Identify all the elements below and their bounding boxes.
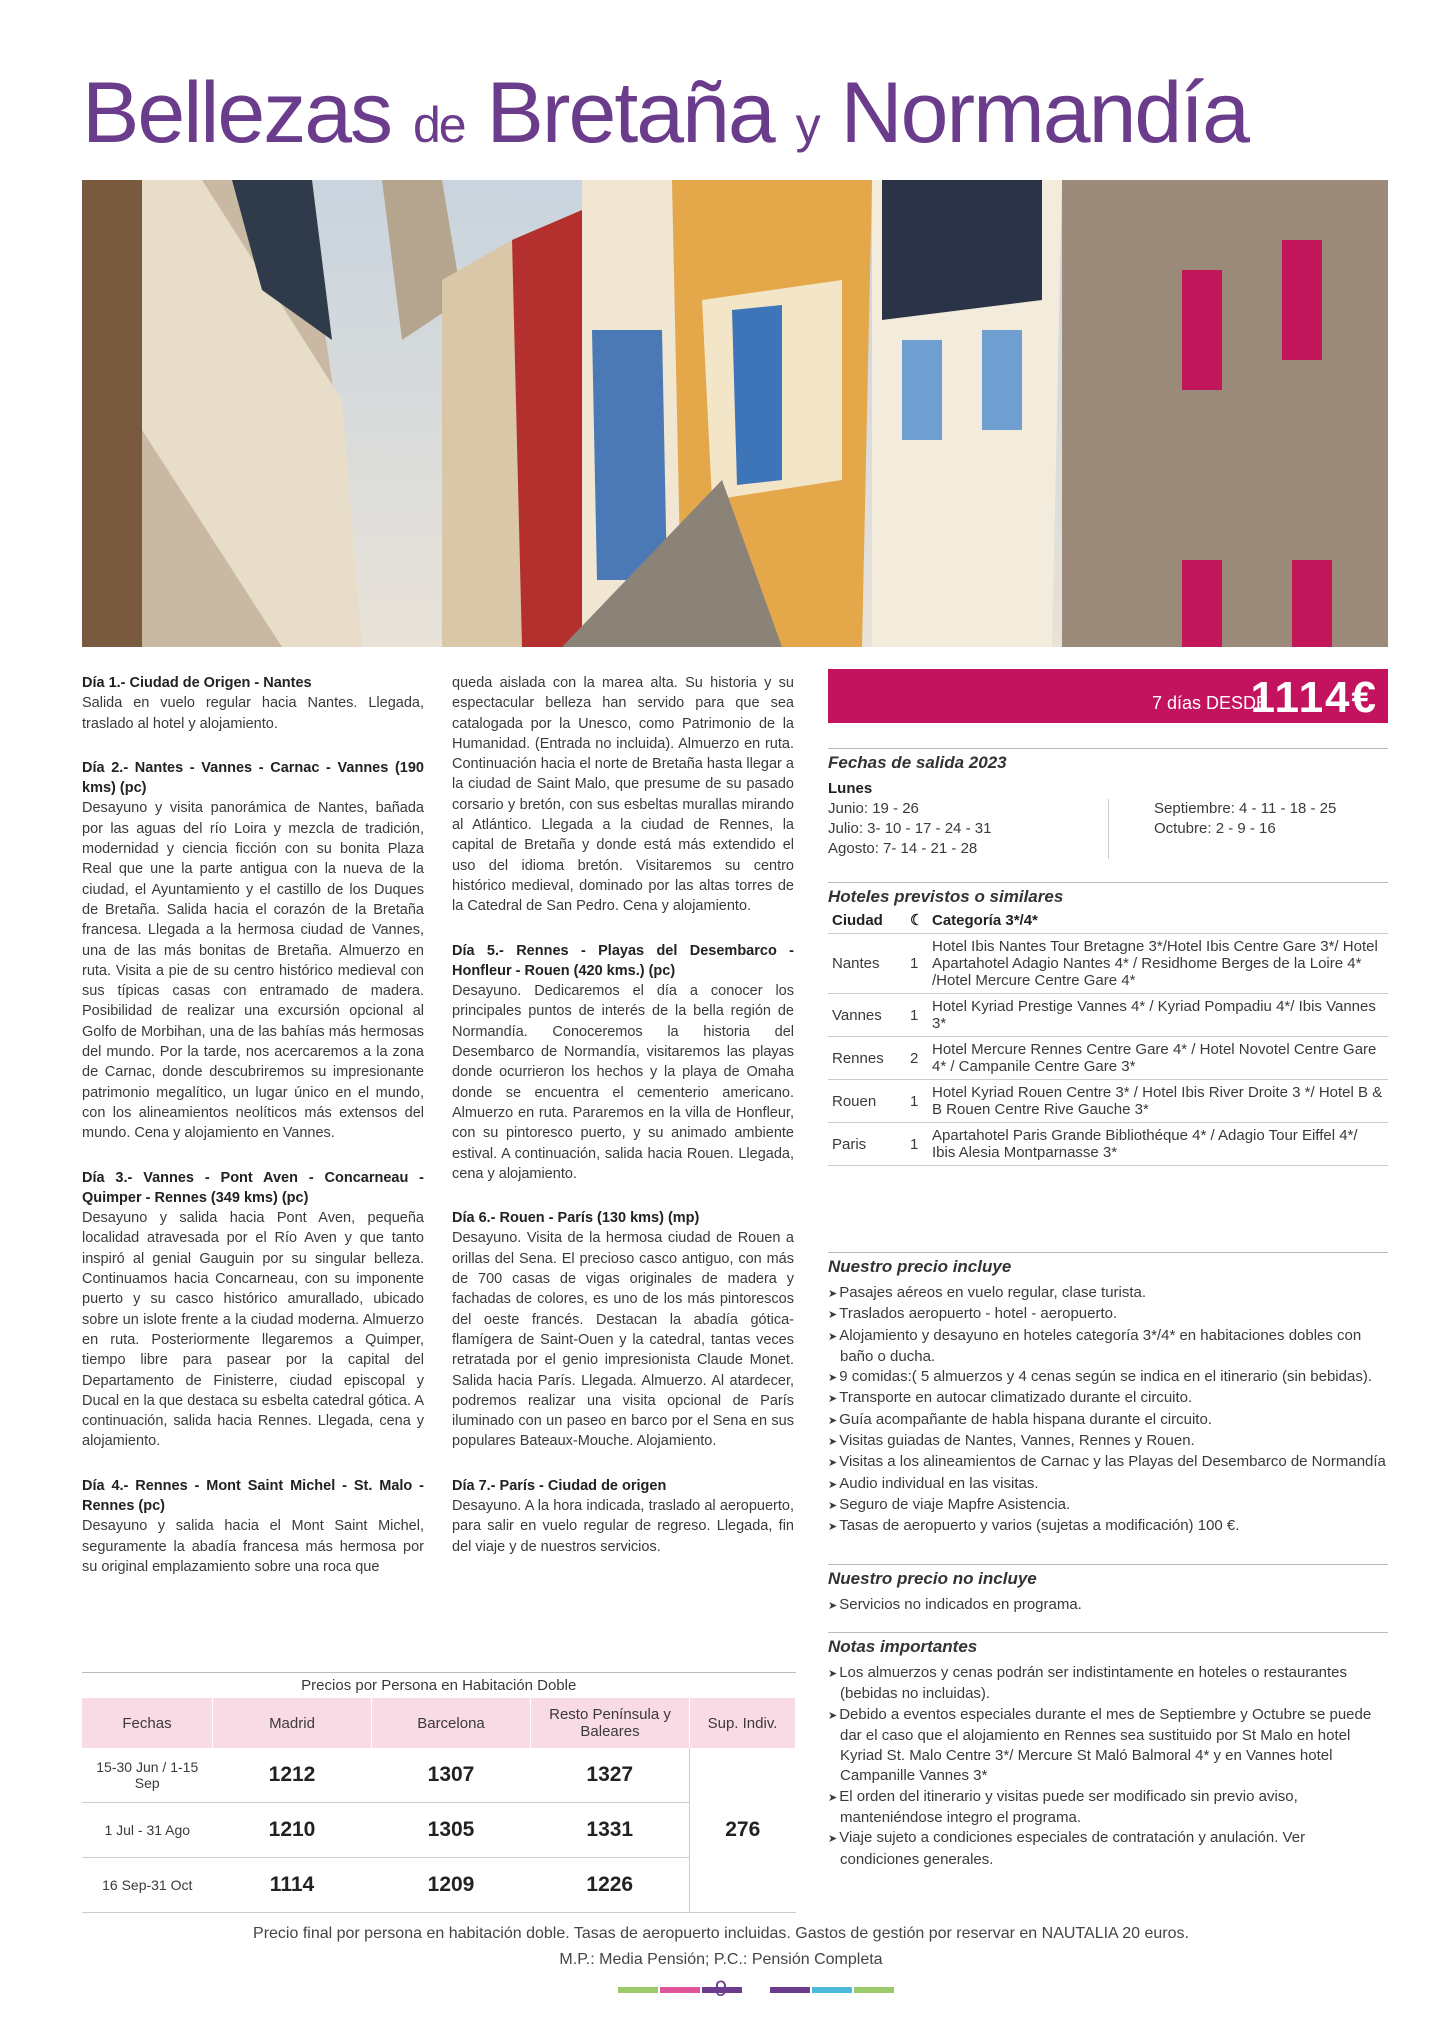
day-heading: Día 3.- Vannes - Pont Aven - Concarneau - Quimper - Rennes (349 kms) (pc) <box>82 1169 424 1206</box>
dates-month: Junio: 19 - 26 <box>828 800 919 817</box>
day-heading: Día 6.- Rouen - París (130 kms) (mp) <box>452 1210 700 1227</box>
price-col-header: Madrid <box>213 1698 372 1748</box>
list-item: ➤ Viaje sujeto a condiciones especiales de contratación y anulación. Ver condiciones generales. <box>828 1828 1388 1870</box>
table-row: Paris 1 Apartahotel Paris Grande Bibliothéque 4* / Adagio Tour Eiffel 4*/ Ibis Alesia Montparnasse 3* <box>828 1123 1388 1166</box>
title-word: Normandía <box>840 65 1248 161</box>
page-title <box>82 64 1248 163</box>
list-item: ➤ Guía acompañante de habla hispana durante el circuito. <box>828 1410 1388 1431</box>
footer-abbreviations: M.P.: Media Pensión; P.C.: Pensión Completa <box>559 1951 883 1968</box>
itinerary-column-2 <box>452 673 794 1581</box>
dates-month: Julio: 3- 10 - 17 - 24 - 31 <box>828 820 992 837</box>
page-number: 9 <box>714 1976 728 2001</box>
list-item: ➤ Debido a eventos especiales durante el mes de Septiembre y Octubre se puede dar el caso que el alojamiento en Rennes sea sustituido por St Malo en hotel Kyriad St. Malo Centre 3*/ Mercure St Maló Balmoral 4* y en Vannes hotel Campanille Vannes 3* <box>828 1705 1388 1787</box>
title-word: Bellezas <box>82 65 392 161</box>
table-row: 1 Jul - 31 Ago 1210 1305 1331 <box>82 1803 796 1858</box>
list-item: ➤ Tasas de aeropuerto y varios (sujetas a modificación) 100 €. <box>828 1516 1388 1537</box>
price-table-caption: Precios por Persona en Habitación Doble <box>82 1673 796 1699</box>
list-item: ➤ 9 comidas:( 5 almuerzos y 4 cenas según se indica en el itinerario (sin bebidas). <box>828 1367 1388 1388</box>
list-item: ➤ Seguro de viaje Mapfre Asistencia. <box>828 1495 1388 1516</box>
hotels-col-category: Categoría 3*/4* <box>928 907 1388 934</box>
page-bar <box>770 1987 810 1993</box>
hotels-section <box>828 882 1388 1166</box>
hotels-heading: Hoteles previstos o similares <box>828 882 1388 907</box>
price-table <box>82 1672 796 1913</box>
price-col-header: Barcelona <box>372 1698 531 1748</box>
list-item: ➤ Transporte en autocar climatizado durante el circuito. <box>828 1388 1388 1409</box>
price-col-header: Resto Península y Baleares <box>531 1698 690 1748</box>
day-text: Salida en vuelo regular hacia Nantes. Llegada, traslado al hotel y alojamiento. <box>82 695 424 732</box>
footer-note: Precio final por persona en habitación doble. Tasas de aeropuerto incluidas. Gastos de gestión por reservar en NAUTALIA 20 euros. <box>253 1925 1189 1942</box>
departure-dates <box>828 748 1388 859</box>
day-text: Desayuno. Visita de la hermosa ciudad de Rouen a orillas del Sena. El precioso casco antiguo, con más de 700 casas de vigas originales de madera y fachadas de colores, es uno de los más pintorescos del oeste francés. Destacan la abadía gótica-flamígera de Saint-Ouen y la catedral, tantas veces retratada por el genio impresionista Claude Monet. Salida hacia París. Llegada. Almuerzo. Al atardecer, podremos realizar una visita opcional de París iluminado con un paseo en barco por el Sena en sus populares Bateaux-Mouche. Alojamiento. <box>452 1230 794 1450</box>
list-item: ➤ El orden del itinerario y visitas puede ser modificado sin previo aviso, manteniéndose integro el programa. <box>828 1787 1388 1829</box>
day-heading: Día 1.- Ciudad de Origen - Nantes <box>82 675 312 691</box>
list-item: ➤ Servicios no indicados en programa. <box>828 1595 1388 1616</box>
table-row: Rouen 1 Hotel Kyriad Rouen Centre 3* / Hotel Ibis River Droite 3 */ Hotel B & B Rouen Centre Rive Gauche 3* <box>828 1080 1388 1123</box>
moon-icon: ☾ <box>906 907 928 934</box>
table-row: Nantes 1 Hotel Ibis Nantes Tour Bretagne 3*/Hotel Ibis Centre Gare 3*/ Hotel Apartahotel Adagio Nantes 4* / Residhome Berges de la Loire 4* /Hotel Mercure Centre Gare 4* <box>828 934 1388 994</box>
price-amount: 1114€ <box>1250 673 1378 722</box>
notes-heading: Notas importantes <box>828 1632 1388 1657</box>
list-item: ➤ Visitas a los alineamientos de Carnac y las Playas del Desembarco de Normandía <box>828 1452 1388 1473</box>
price-label: 7 días DESDE <box>1151 693 1268 713</box>
itinerary-column-1 <box>82 673 424 1601</box>
excludes-section <box>828 1564 1388 1616</box>
day-text: Desayuno y visita panorámica de Nantes, bañada por las aguas del río Loira y mezcla de tradición, modernidad y ciencia ficción con su bonita Plaza Real que une la parte antigua con la nueva de la ciudad, el Ayuntamiento y el castillo de los Duques de Bretaña. Salida hacia el corazón de la Bretaña francesa. Llegada a la hermosa ciudad de Vannes, una de las más bonitas de Bretaña. Almuerzo en ruta. Visita a pie de su centro histórico medieval con sus típicas casas con entramado de madera. Posibilidad de realizar una excursión opcional al Golfo de Morbihan, una de las bahías más hermosas del mundo. Por la tarde, nos acercaremos a la zona de Carnac, donde descubriremos su impresionante patrimonio megalítico, un lugar único en el mundo, con los alineamientos neolíticos más extensos del mundo. Cena y alojamiento en Vannes. <box>82 800 424 1142</box>
dates-heading: Fechas de salida 2023 <box>828 748 1388 773</box>
title-word: y <box>795 97 819 153</box>
list-item: ➤ Pasajes aéreos en vuelo regular, clase turista. <box>828 1283 1388 1304</box>
hero-photo <box>82 180 1388 647</box>
day-heading: Día 5.- Rennes - Playas del Desembarco - Honfleur - Rouen (420 kms.) (pc) <box>452 942 794 979</box>
hotels-col-city: Ciudad <box>828 907 906 934</box>
day-heading: Día 7.- París - Ciudad de origen <box>452 1477 667 1494</box>
list-item: ➤ Visitas guiadas de Nantes, Vannes, Rennes y Rouen. <box>828 1431 1388 1452</box>
list-item: ➤ Traslados aeropuerto - hotel - aeropuerto. <box>828 1304 1388 1325</box>
price-banner <box>828 669 1388 723</box>
single-supplement: 276 <box>690 1748 796 1913</box>
day-text: queda aislada con la marea alta. Su historia y su espectacular belleza han servido para que sea catalogada por la Unesco, como Patrimonio de la Humanidad. (Entrada no incluida). Almuerzo en ruta. Continuación hacia el norte de Bretaña hasta llegar a la ciudad de Saint Malo, que presume de su pasado corsario y bretón, con sus esbeltas murallas mirando al Atlántico. Llegada a la ciudad de Rennes, la capital de Bretaña y donde está más extendido el uso del idioma bretón. Visitaremos su centro histórico medieval, dominado por las altas torres de la Catedral de San Pedro. Cena y alojamiento. <box>452 675 794 915</box>
page-bar <box>812 1987 852 1993</box>
includes-list <box>828 1283 1388 1538</box>
title-word: de <box>412 97 465 153</box>
price-col-header: Fechas <box>82 1698 213 1748</box>
list-item: ➤ Los almuerzos y cenas podrán ser indistintamente en hoteles o restaurantes (bebidas no incluidas). <box>828 1663 1388 1705</box>
page-bar <box>854 1987 894 1993</box>
table-row: Vannes 1 Hotel Kyriad Prestige Vannes 4* / Kyriad Pompadiu 4*/ Ibis Vannes 3* <box>828 994 1388 1037</box>
notes-section <box>828 1632 1388 1870</box>
table-row: 15-30 Jun / 1-15 Sep 1212 1307 1327 276 <box>82 1748 796 1803</box>
list-item: ➤ Alojamiento y desayuno en hoteles categoría 3*/4* en habitaciones dobles con baño o ducha. <box>828 1326 1388 1368</box>
dates-month: Octubre: 2 - 9 - 16 <box>1154 820 1276 837</box>
day-text: Desayuno y salida hacia Pont Aven, pequeña localidad atravesada por el Río Aven y que tanto inspiró al genial Gauguin por su singular belleza. Continuamos hacia Concarneau, con su imponente puerto y su casco histórico amurallado, ubicado sobre un islote frente a la ciudad moderna. Almuerzo en ruta. Posteriormente llegaremos a Quimper, tiempo libre para pasear por la capital del Departamento de Finisterre, ciudad episcopal y Ducal en la que destaca su esbelta catedral gótica. A continuación, salida hacia Rennes. Llegada, cena y alojamiento. <box>82 1210 424 1450</box>
includes-heading: Nuestro precio incluye <box>828 1252 1388 1277</box>
title-word: Bretaña <box>486 65 774 161</box>
includes-section <box>828 1252 1388 1538</box>
day-text: Desayuno. Dedicaremos el día a conocer los principales puntos de interés de la bella región de Normandía. Conoceremos la historia del Desembarco de Normandía, visitaremos las playas donde ocurrieron los hechos y la playa de Omaha donde se encuentra el cementerio americano. Almuerzo en ruta. Pararemos en la villa de Honfleur, con su pintoresco puerto, y su animado ambiente estival. A continuación, salida hacia Rouen. Llegada, cena y alojamiento. <box>452 983 794 1182</box>
hotels-table <box>828 907 1388 1166</box>
day-heading: Día 2.- Nantes - Vannes - Carnac - Vannes (190 kms) (pc) <box>82 759 424 797</box>
price-col-header: Sup. Indiv. <box>690 1698 796 1748</box>
excludes-heading: Nuestro precio no incluye <box>828 1564 1388 1589</box>
dates-month: Agosto: 7- 14 - 21 - 28 <box>828 840 978 857</box>
day-heading: Día 4.- Rennes - Mont Saint Michel - St. Malo - Rennes (pc) <box>82 1477 424 1514</box>
dates-day: Lunes <box>828 780 873 797</box>
day-text: Desayuno. A la hora indicada, traslado al aeropuerto, para salir en vuelo regular de regreso. Llegada, fin del viaje y de nuestros servicios. <box>452 1497 794 1555</box>
dates-month: Septiembre: 4 - 11 - 18 - 25 <box>1154 800 1337 817</box>
day-text: Desayuno y salida hacia el Mont Saint Michel, seguramente la abadía francesa más hermosa por su original emplazamiento sobre una roca que <box>82 1518 424 1575</box>
list-item: ➤ Audio individual en las visitas. <box>828 1474 1388 1495</box>
table-row: 16 Sep-31 Oct 1114 1209 1226 <box>82 1858 796 1913</box>
table-row: Rennes 2 Hotel Mercure Rennes Centre Gare 4* / Hotel Novotel Centre Gare 4* / Campanile Centre Gare 3* <box>828 1037 1388 1080</box>
